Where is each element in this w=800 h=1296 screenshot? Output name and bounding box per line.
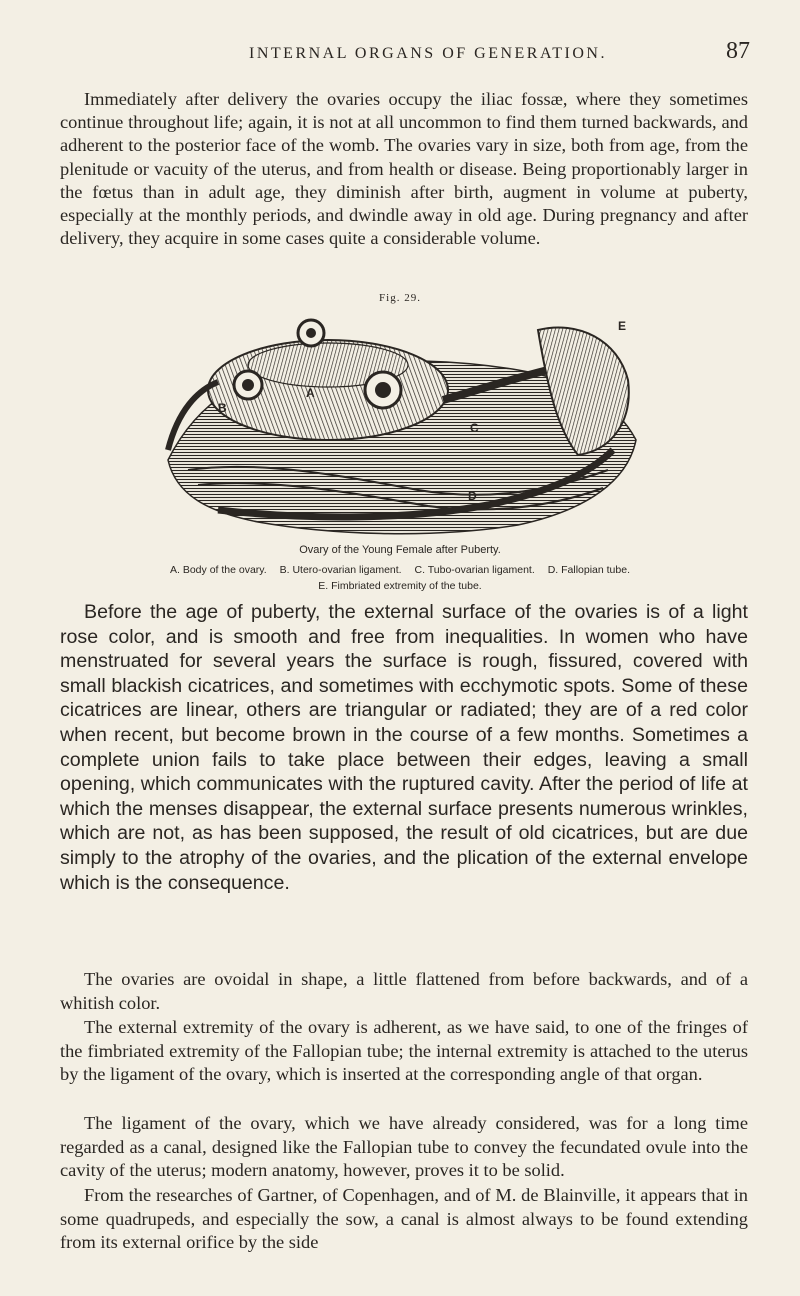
figure-caption-title: Ovary of the Young Female after Puberty.: [299, 544, 501, 556]
running-head: [90, 38, 750, 65]
legend-d: D. Fallopian tube.: [547, 564, 630, 576]
paragraph-gartner-researches: From the researches of Gartner, of Copenhagen, and of M. de Blainville, it appears that in some quadrupeds, and especially the sow, a canal is almost always to be found extending from its external orifice by the side: [60, 1185, 748, 1253]
figure-legend: [90, 562, 710, 594]
page-number: 87: [726, 38, 750, 64]
figure-label: Fig. 29.: [379, 292, 421, 304]
paragraph-ligament-of-ovary: The ligament of the ovary, which we have already considered, was for a long time regarded as a canal, designed like the Fallopian tube to convey the fecundated ovule into the cavity of the uterus; modern anatomy, however, proves it to be solid.: [60, 1113, 748, 1181]
label-c: C: [470, 421, 479, 435]
paragraph-ovary-shape: The ovaries are ovoidal in shape, a little flattened from before backwards, and of a whitish color.: [60, 969, 748, 1013]
paragraph-ovary-position: Immediately after delivery the ovaries occupy the iliac fossæ, where they sometimes continue throughout life; again, it is not at all uncommon to find them turned backwards, and adherent to the posterior face of the womb. The ovaries vary in size, both from age, from the plenitude or vacuity of the uterus, and from health or disease. Being proportionably larger in the fœtus than in adult age, they diminish after birth, augment in volume at puberty, especially at the monthly periods, and dwindle away in old age. During pregnancy and after delivery, they acquire in some cases quite a considerable volume.: [60, 89, 748, 249]
label-b: B: [218, 401, 227, 415]
legend-b: B. Utero-ovarian ligament.: [279, 564, 402, 576]
label-a: A: [306, 386, 315, 400]
legend-a: A. Body of the ovary.: [170, 564, 267, 576]
paragraph-external-extremity: The external extremity of the ovary is adherent, as we have said, to one of the fringes of the fimbriated extremity of the Fallopian tube; the internal extremity is attached to the uterus by the ligament of the ovary, which is inserted at the corresponding angle of that organ.: [60, 1017, 748, 1085]
label-d: D: [468, 489, 477, 503]
label-e: E: [618, 319, 627, 333]
legend-e: E. Fimbriated extremity of the tube.: [318, 580, 482, 592]
legend-c: C. Tubo-ovarian ligament.: [414, 564, 535, 576]
running-title: INTERNAL ORGANS OF GENERATION.: [249, 45, 607, 62]
ovary-illustration: [158, 310, 643, 538]
paragraph-surface-before-puberty: Before the age of puberty, the external surface of the ovaries is of a light rose color, and is smooth and free from inequalities. In women who have menstruated for several years the surface is rough, fissured, covered with small blackish cicatrices, and sometimes with ecchymotic spots. Some of these cicatrices are linear, others are triangular or radiated; they are of a red color when recent, but become brown in the course of a few months. Sometimes a complete union fails to take place between their edges, leaving a small opening, which communicates with the ruptured cavity. After the period of life at which the menses disappear, the external surface presents numerous wrinkles, which are not, as has been supposed, the result of old cicatrices, but are due simply to the atrophy of the ovaries, and the plication of the external envelope which is the consequence.: [60, 601, 748, 894]
